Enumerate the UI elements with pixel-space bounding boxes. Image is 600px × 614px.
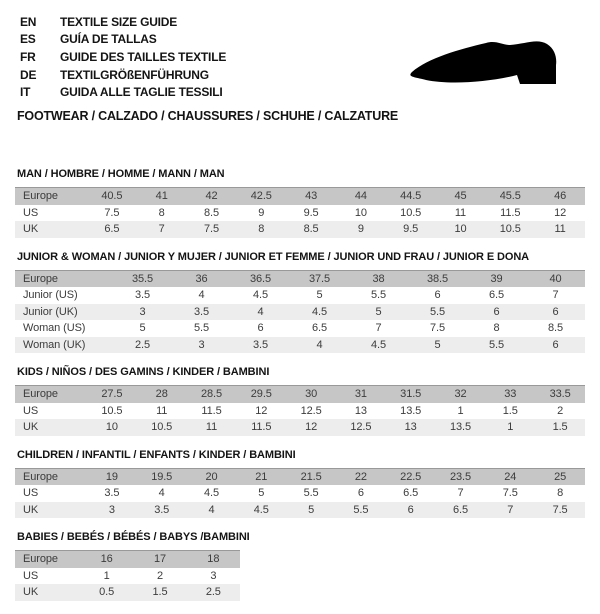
- size-value: 4.5: [349, 337, 408, 354]
- size-value: 30: [286, 386, 336, 403]
- row-label: Europe: [15, 188, 87, 205]
- size-value: 5: [349, 304, 408, 321]
- size-value: 11: [156, 404, 168, 417]
- size-value: 42.5: [236, 188, 286, 205]
- row-label: UK: [15, 584, 80, 601]
- shoe-icon: [398, 31, 570, 95]
- table-row: [15, 419, 585, 436]
- size-value: 12: [554, 206, 567, 219]
- size-value: 4: [231, 304, 290, 321]
- size-value: 11.5: [236, 419, 286, 436]
- size-value: 1: [485, 419, 535, 436]
- language-label: GUIDA ALLE TAGLIE TESSILI: [60, 85, 223, 100]
- size-value: 29.5: [236, 386, 286, 403]
- size-value: 4: [187, 502, 237, 519]
- table-row: [15, 468, 585, 485]
- size-section-babies: [15, 531, 585, 601]
- size-value: 8.5: [286, 221, 336, 238]
- row-label: UK: [15, 419, 87, 436]
- size-value: 8: [236, 221, 286, 238]
- section-title-kids: KIDS / NIÑOS / DES GAMINS / KINDER / BAMBINI: [17, 366, 270, 378]
- size-value: 3.5: [135, 289, 150, 302]
- size-value: 11: [454, 206, 467, 219]
- section-title-junior_woman: JUNIOR & WOMAN / JUNIOR Y MUJER / JUNIOR ET FEMME / JUNIOR UND FRAU / JUNIOR E DONA: [17, 250, 530, 263]
- table-row: [15, 386, 585, 403]
- category-title: FOOTWEAR / CALZADO / CHAUSSURES / SCHUHE / CALZATURE: [17, 109, 399, 123]
- size-value: 1.5: [133, 584, 186, 601]
- language-row-en: [20, 13, 226, 31]
- size-value: 1.5: [502, 404, 518, 417]
- size-value: 7: [485, 502, 535, 519]
- size-value: 5.5: [194, 322, 209, 335]
- language-code: ES: [20, 32, 36, 47]
- size-value: 5.5: [336, 502, 386, 519]
- size-value: 32: [436, 386, 486, 403]
- size-value: 10.5: [137, 419, 187, 436]
- size-value: 36: [172, 270, 231, 287]
- size-value: 4.5: [236, 502, 286, 519]
- size-value: 10.5: [485, 221, 535, 238]
- size-tables: [15, 168, 585, 614]
- language-code: IT: [20, 85, 31, 100]
- size-value: 36.5: [231, 270, 290, 287]
- language-label: TEXTILGRÖßENFÜHRUNG: [60, 67, 209, 82]
- size-value: 7.5: [535, 502, 585, 519]
- table-row: [15, 502, 585, 519]
- size-value: 3: [210, 569, 217, 582]
- size-value: 6: [526, 304, 585, 321]
- section-title-man: MAN / HOMBRE / HOMME / MANN / MAN: [17, 168, 225, 180]
- size-value: 8.5: [203, 206, 219, 219]
- size-value: 7.5: [104, 206, 120, 219]
- size-value: 25: [535, 468, 585, 485]
- size-value: 6.5: [312, 322, 327, 335]
- language-row-fr: [20, 48, 226, 66]
- size-value: 31.5: [386, 386, 436, 403]
- row-label: Woman (US): [23, 322, 86, 335]
- size-value: 6: [386, 502, 436, 519]
- section-title-babies: BABIES / BEBÉS / BÉBÉS / BABYS /BAMBINI: [17, 531, 250, 543]
- size-value: 7: [375, 322, 382, 335]
- size-value: 11: [535, 221, 585, 238]
- size-value: 5.5: [371, 289, 386, 302]
- size-value: 12.5: [300, 404, 322, 417]
- size-value: 4: [198, 289, 205, 302]
- section-title-children: CHILDREN / INFANTIL / ENFANTS / KINDER / BAMBINI: [17, 448, 296, 461]
- size-value: 44.5: [386, 188, 436, 205]
- size-value: 5: [316, 289, 323, 302]
- size-value: 35.5: [113, 270, 172, 287]
- size-section-junior_woman: [15, 251, 585, 354]
- size-value: 38.5: [408, 270, 467, 287]
- size-value: 4: [290, 337, 349, 354]
- row-label: Europe: [15, 468, 87, 485]
- size-value: 8.5: [548, 322, 563, 335]
- size-section-man: [15, 168, 585, 238]
- size-value: 33.5: [535, 386, 585, 403]
- size-value: 6.5: [489, 289, 504, 302]
- size-value: 12: [286, 419, 336, 436]
- size-value: 6: [357, 487, 364, 500]
- size-table-kids: [15, 385, 585, 436]
- size-value: 9: [258, 206, 265, 219]
- size-value: 6.5: [403, 487, 419, 500]
- language-code: DE: [20, 67, 37, 82]
- size-value: 41: [137, 188, 187, 205]
- size-value: 9.5: [303, 206, 319, 219]
- size-value: 3: [172, 337, 231, 354]
- size-value: 11.5: [201, 404, 222, 417]
- size-value: 5.5: [303, 487, 319, 500]
- row-label: Junior (UK): [15, 304, 113, 321]
- size-value: 19.5: [137, 468, 187, 485]
- size-value: 6.5: [87, 221, 137, 238]
- size-value: 6: [434, 289, 441, 302]
- table-row: [15, 304, 585, 321]
- size-value: 24: [485, 468, 535, 485]
- size-value: 13.5: [400, 404, 422, 417]
- table-row: [15, 403, 585, 420]
- size-value: 13.5: [436, 419, 486, 436]
- row-label: US: [23, 206, 39, 219]
- size-value: 31: [336, 386, 386, 403]
- size-value: 42: [187, 188, 237, 205]
- size-value: 9.5: [386, 221, 436, 238]
- size-value: 7: [137, 221, 187, 238]
- language-row-it: [20, 83, 226, 101]
- table-row: [15, 320, 585, 337]
- row-label: US: [23, 569, 39, 582]
- size-value: 7.5: [502, 487, 518, 500]
- size-value: 38: [349, 270, 408, 287]
- size-value: 4.5: [253, 289, 268, 302]
- size-value: 37.5: [290, 270, 349, 287]
- size-value: 44: [336, 188, 386, 205]
- row-label: US: [23, 404, 39, 417]
- size-value: 2.5: [113, 337, 172, 354]
- size-value: 5.5: [408, 304, 467, 321]
- table-row: [15, 551, 240, 568]
- language-row-es: [20, 31, 226, 49]
- size-section-children: [15, 449, 585, 519]
- row-label: Woman (UK): [15, 337, 113, 354]
- table-row: [15, 205, 585, 222]
- size-value: 11: [187, 419, 237, 436]
- size-value: 0.5: [80, 584, 133, 601]
- size-value: 28.5: [187, 386, 237, 403]
- size-table-babies: [15, 550, 240, 601]
- size-value: 13: [354, 404, 367, 417]
- size-value: 22.5: [386, 468, 436, 485]
- language-label: TEXTILE SIZE GUIDE: [60, 14, 178, 29]
- size-table-children: [15, 468, 585, 519]
- size-table-man: [15, 187, 585, 238]
- language-code: FR: [20, 49, 36, 64]
- language-label: GUIDE DES TAILLES TEXTILE: [60, 49, 227, 64]
- size-value: 9: [336, 221, 386, 238]
- table-row: [15, 485, 585, 502]
- size-section-kids: [15, 366, 585, 436]
- size-value: 10: [436, 221, 486, 238]
- size-value: 6: [467, 304, 526, 321]
- size-value: 6: [257, 322, 264, 335]
- size-value: 7.5: [430, 322, 445, 335]
- size-value: 5: [139, 322, 146, 335]
- size-value: 10: [354, 206, 367, 219]
- size-value: 17: [133, 551, 186, 568]
- size-value: 28: [137, 386, 187, 403]
- size-value: 5.5: [467, 337, 526, 354]
- size-value: 7: [552, 289, 559, 302]
- size-value: 8: [493, 322, 500, 335]
- row-label: UK: [15, 221, 87, 238]
- size-value: 40.5: [87, 188, 137, 205]
- table-row: [15, 584, 240, 601]
- row-label: Europe: [15, 386, 87, 403]
- size-value: 20: [187, 468, 237, 485]
- language-row-de: [20, 66, 226, 84]
- language-list: [20, 13, 226, 101]
- size-value: 3.5: [172, 304, 231, 321]
- size-value: 6.5: [436, 502, 486, 519]
- size-value: 2: [156, 569, 163, 582]
- table-row: [15, 287, 585, 304]
- size-value: 21.5: [286, 468, 336, 485]
- size-value: 5: [408, 337, 467, 354]
- size-value: 13: [386, 419, 436, 436]
- size-value: 39: [467, 270, 526, 287]
- size-value: 4.5: [203, 487, 219, 500]
- size-value: 1: [457, 404, 464, 417]
- size-value: 23.5: [436, 468, 486, 485]
- size-value: 27.5: [87, 386, 137, 403]
- table-row: [15, 221, 585, 238]
- size-value: 1.5: [535, 419, 585, 436]
- row-label: UK: [15, 502, 87, 519]
- size-value: 18: [187, 551, 240, 568]
- size-value: 45.5: [485, 188, 535, 205]
- size-value: 19: [87, 468, 137, 485]
- size-table-junior_woman: [15, 270, 585, 354]
- table-row: [15, 337, 585, 354]
- size-value: 3.5: [231, 337, 290, 354]
- size-value: 7: [457, 487, 464, 500]
- size-value: 8: [158, 206, 165, 219]
- size-value: 10.5: [400, 206, 422, 219]
- size-value: 4: [158, 487, 165, 500]
- row-label: Europe: [15, 270, 113, 287]
- row-label: Junior (US): [23, 289, 78, 302]
- size-value: 46: [535, 188, 585, 205]
- size-value: 7.5: [187, 221, 237, 238]
- size-value: 6: [526, 337, 585, 354]
- size-value: 3.5: [104, 487, 120, 500]
- size-value: 33: [485, 386, 535, 403]
- size-value: 2: [557, 404, 564, 417]
- size-value: 2.5: [187, 584, 240, 601]
- size-value: 3: [113, 304, 172, 321]
- language-code: EN: [20, 14, 37, 29]
- size-value: 4.5: [290, 304, 349, 321]
- size-value: 16: [80, 551, 133, 568]
- size-value: 40: [526, 270, 585, 287]
- table-row: [15, 568, 240, 585]
- table-row: [15, 188, 585, 205]
- size-value: 12.5: [336, 419, 386, 436]
- size-value: 5: [258, 487, 265, 500]
- row-label: Europe: [15, 551, 80, 568]
- language-label: GUÍA DE TALLAS: [60, 32, 157, 47]
- size-value: 5: [286, 502, 336, 519]
- size-value: 21: [236, 468, 286, 485]
- size-value: 10: [87, 419, 137, 436]
- size-value: 43: [286, 188, 336, 205]
- size-value: 22: [336, 468, 386, 485]
- size-value: 10.5: [101, 404, 123, 417]
- size-value: 8: [557, 487, 564, 500]
- size-value: 3: [87, 502, 137, 519]
- size-value: 1: [103, 569, 110, 582]
- size-value: 45: [436, 188, 486, 205]
- table-row: [15, 270, 585, 287]
- size-value: 11.5: [500, 206, 521, 219]
- row-label: US: [23, 487, 39, 500]
- size-value: 3.5: [137, 502, 187, 519]
- size-value: 12: [255, 404, 268, 417]
